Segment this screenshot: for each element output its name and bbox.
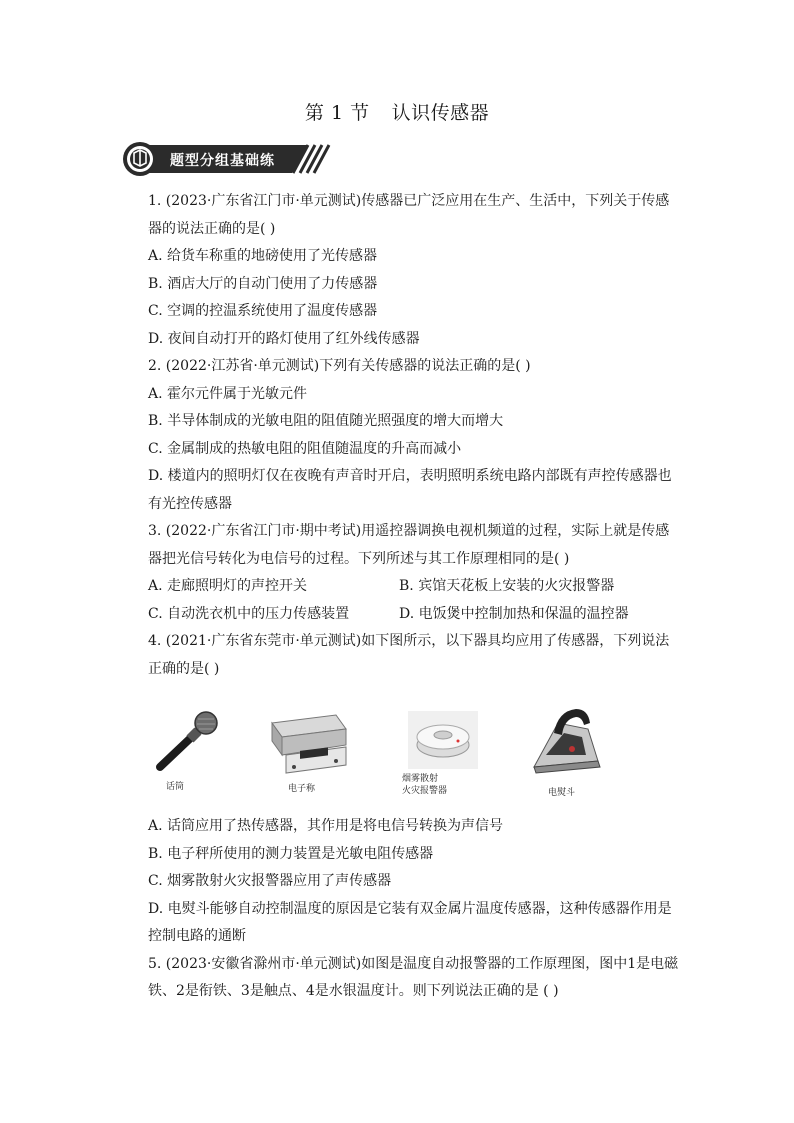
figure-row xyxy=(148,685,678,815)
question-stem: 正确的是( ) xyxy=(148,660,220,677)
option-c: C. 自动洗衣机中的压力传感装置 xyxy=(148,605,350,622)
microphone-image xyxy=(152,711,224,773)
section-number: 第 1 节 xyxy=(304,102,370,124)
question-stem: 5. (2023·安徽省滁州市·单元测试)如图是温度自动报警器的工作原理图，图中1是电磁 xyxy=(148,955,679,972)
question-1 xyxy=(148,190,678,355)
question-list xyxy=(148,190,678,1008)
page-title xyxy=(0,98,794,125)
option-d: D. 电饭煲中控制加热和保温的温控器 xyxy=(399,605,629,622)
question-4 xyxy=(148,630,678,953)
option-a: A. 话筒应用了热传感器，其作用是将电信号转换为声信号 xyxy=(148,818,504,834)
option-c: C. 空调的控温系统使用了温度传感器 xyxy=(148,303,378,319)
figure-caption: 火灾报警器 xyxy=(402,786,448,796)
question-stem: 3. (2022·广东省江门市·期中考试)用遥控器调换电视机频道的过程，实际上就是传感 xyxy=(148,523,670,539)
option-b: B. 酒店大厅的自动门使用了力传感器 xyxy=(148,275,378,292)
electronic-scale-image xyxy=(266,707,350,777)
option-c: C. 烟雾散射火灾报警器应用了声传感器 xyxy=(148,873,392,889)
figure-caption: 烟雾散射 xyxy=(402,774,439,784)
option-a: A. 给货车称重的地磅使用了光传感器 xyxy=(148,248,378,264)
option-d: D. 楼道内的照明灯仅在夜晚有声音时开启，表明照明系统电路内部既有声控传感器也 xyxy=(148,468,672,484)
option-d-continued: 控制电路的通断 xyxy=(148,928,246,944)
option-b: B. 电子秤所使用的测力装置是光敏电阻传感器 xyxy=(148,845,434,862)
option-a: A. 走廊照明灯的声控开关 xyxy=(148,578,308,594)
option-b: B. 宾馆天花板上安装的火灾报警器 xyxy=(399,578,615,594)
question-stem: 1. (2023·广东省江门市·单元测试)传感器已广泛应用在生产、生活中，下列关于传感 xyxy=(148,193,670,209)
question-3 xyxy=(148,520,678,630)
question-stem: 4. (2021·广东省东莞市·单元测试)如下图所示，以下器具均应用了传感器，下列说法 xyxy=(148,633,670,649)
banner-label: 题型分组基础练 xyxy=(170,153,275,169)
question-stem: 2. (2022·江苏省·单元测试)下列有关传感器的说法正确的是( ) xyxy=(148,358,531,374)
figure-caption: 电子称 xyxy=(288,784,316,794)
option-d-continued: 有光控传感器 xyxy=(148,495,232,512)
option-d: D. 电熨斗能够自动控制温度的原因是它装有双金属片温度传感器，这种传感器作用是 xyxy=(148,900,672,917)
option-row xyxy=(148,575,678,603)
option-d: D. 夜间自动打开的路灯使用了红外线传感器 xyxy=(148,330,420,347)
option-a: A. 霍尔元件属于光敏元件 xyxy=(148,385,308,402)
question-stem: 器的说法正确的是( ) xyxy=(148,220,276,237)
question-2 xyxy=(148,355,678,520)
option-row xyxy=(148,603,678,631)
question-5 xyxy=(148,953,678,1008)
figure-caption: 电熨斗 xyxy=(548,788,576,798)
smoke-detector-image xyxy=(408,711,478,769)
electric-iron-image xyxy=(528,703,604,777)
question-stem: 铁、2是衔铁、3是触点、4是水银温度计。则下列说法正确的是 ( ) xyxy=(148,983,559,999)
section-name: 认识传感器 xyxy=(391,102,490,124)
figure-caption: 话筒 xyxy=(166,782,185,792)
option-b: B. 半导体制成的光敏电阻的阻值随光照强度的增大而增大 xyxy=(148,413,504,429)
option-c: C. 金属制成的热敏电阻的阻值随温度的升高而减小 xyxy=(148,440,462,457)
question-stem: 器把光信号转化为电信号的过程。下列所述与其工作原理相同的是( ) xyxy=(148,550,570,567)
